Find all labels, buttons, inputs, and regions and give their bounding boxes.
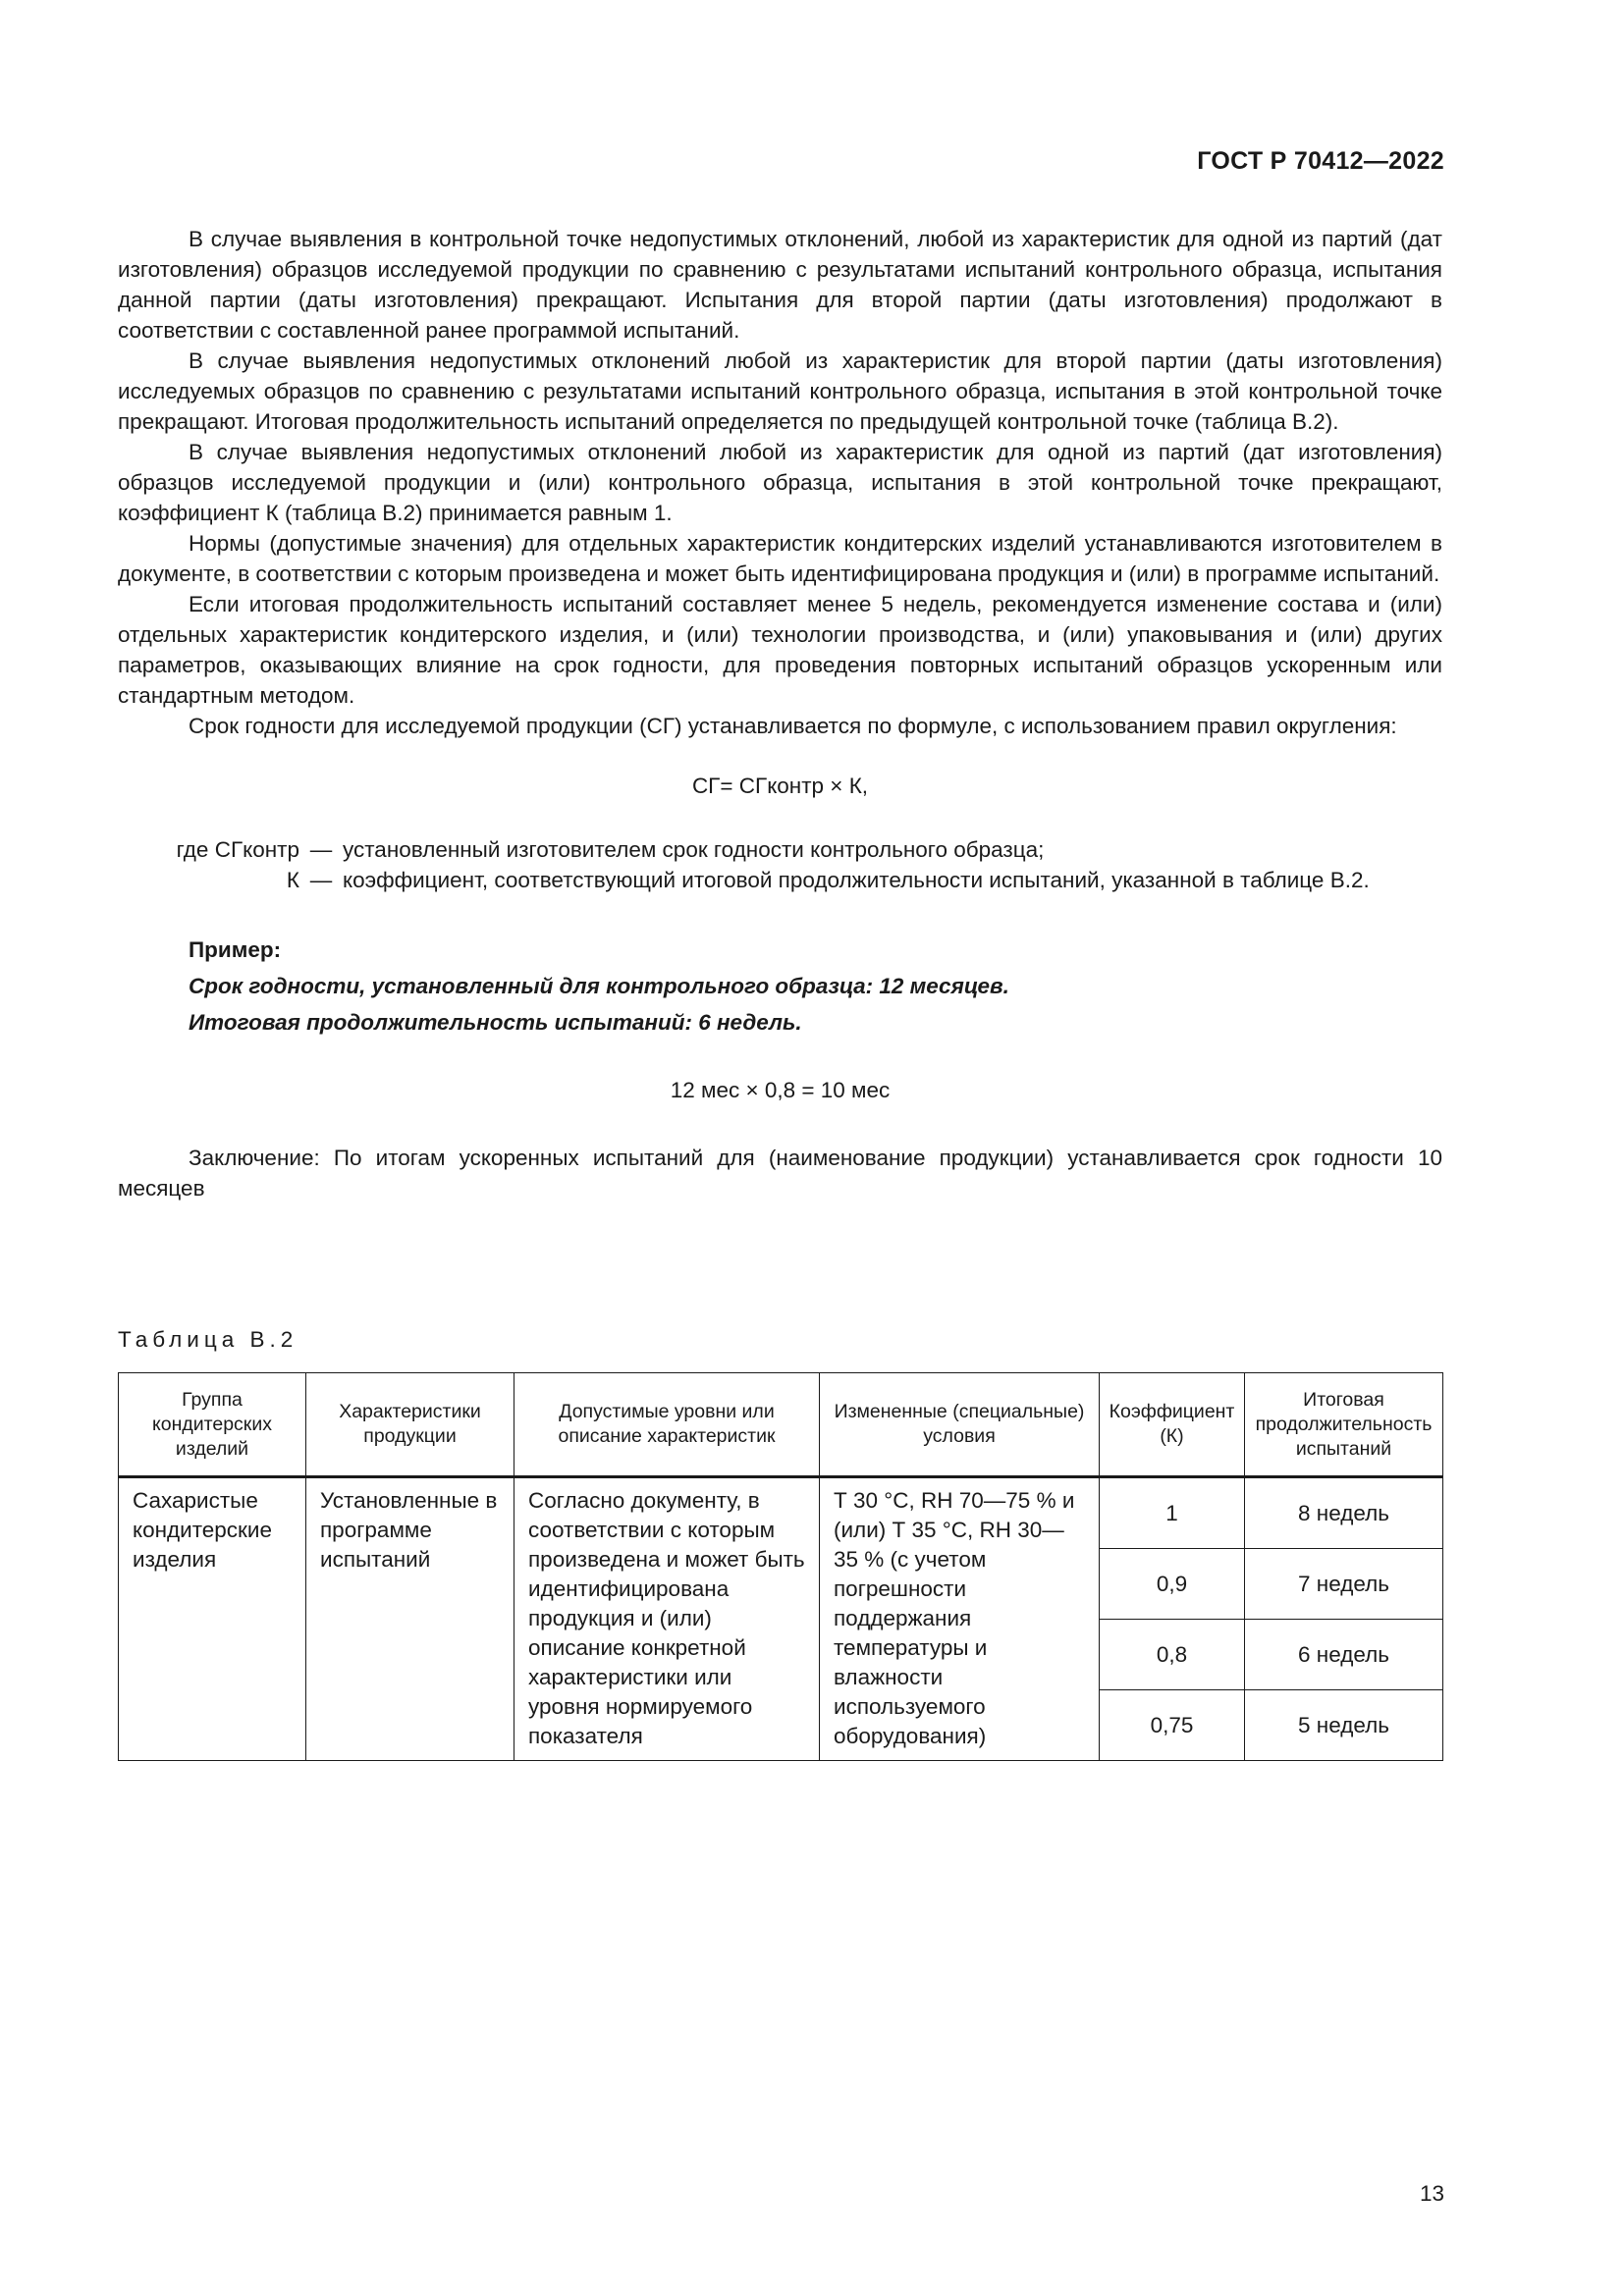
duration-cell: 7 недель (1245, 1549, 1443, 1620)
formula-legend (118, 834, 1442, 895)
characteristics-cell: Установленные в программе испытаний (306, 1477, 514, 1761)
column-header: Допустимые уровни или описание характеристик (514, 1373, 820, 1477)
group-cell: Сахаристые кондитерские изделия (119, 1477, 306, 1761)
formula: СГ= СГконтр × К, (691, 774, 869, 798)
example-line: Срок годности, установленный для контрольного образца: 12 месяцев. (189, 974, 1009, 998)
column-header: Коэффициент (К) (1100, 1373, 1245, 1477)
body-text (118, 224, 1442, 1203)
example-calculation: 12 мес × 0,8 = 10 мес (670, 1078, 891, 1102)
legend-row (118, 834, 1442, 865)
paragraph: Нормы (допустимые значения) для отдельных характеристик кондитерских изделий устанавливаются изготовителем в документе, в соответствии с которым произведена и может быть идентифицирована продукция и (или) в программе испытаний. (118, 531, 1442, 586)
coefficient-cell: 0,8 (1100, 1620, 1245, 1690)
table-caption: Таблица В.2 (118, 1327, 298, 1352)
legend-dash: — (309, 837, 333, 862)
paragraph: В случае выявления недопустимых отклонений любой из характеристик для второй партии (даты изготовления) исследуемых образцов по сравнению с результатами испытаний контрольного образца, испытания в этой контрольной точке прекращают. Итоговая продолжительность испытаний определяется по предыдущей контрольной точке (таблица В.2). (118, 348, 1442, 434)
legend-definition: коэффициент, соответствующий итоговой продолжительности испытаний, указанной в таблице В.2. (343, 868, 1370, 892)
coefficient-cell: 0,9 (1100, 1549, 1245, 1620)
levels-cell: Согласно документу, в соответствии с которым произведена и может быть идентифицирована продукция и (или) описание конкретной характеристики или уровня нормируемого показателя (514, 1477, 820, 1761)
duration-cell: 6 недель (1245, 1620, 1443, 1690)
table-row (119, 1477, 1443, 1549)
page-number: 13 (1419, 2181, 1444, 2206)
coefficient-cell: 1 (1100, 1477, 1245, 1549)
legend-definition: установленный изготовителем срок годности контрольного образца; (343, 837, 1045, 862)
legend-row (118, 865, 1442, 895)
column-header: Итоговая продолжительность испытаний (1245, 1373, 1443, 1477)
coefficient-cell: 0,75 (1100, 1690, 1245, 1761)
duration-cell: 5 недель (1245, 1690, 1443, 1761)
example-conclusion: Заключение: По итогам ускоренных испытаний для (наименование продукции) устанавливается срок годности 10 месяцев (118, 1146, 1442, 1201)
coefficient-table (118, 1372, 1443, 1761)
conditions-cell: Т 30 °С, RH 70—75 % и (или) Т 35 °С, RH 30—35 % (с учетом погрешности поддержания температуры и влажности используемого оборудования) (820, 1477, 1100, 1761)
legend-term: К (286, 868, 299, 892)
paragraph: Если итоговая продолжительность испытаний составляет менее 5 недель, рекомендуется изменение состава и (или) отдельных характеристик кондитерского изделия, и (или) технологии производства, и (или) упаковывания и (или) других параметров, оказывающих влияние на срок годности, для проведения повторных испытаний образцов ускоренным или стандартным методом. (118, 592, 1442, 708)
table-header-row (119, 1373, 1443, 1477)
example-heading: Пример: (189, 937, 282, 962)
paragraph: Срок годности для исследуемой продукции (СГ) устанавливается по формуле, с использованием правил округления: (189, 714, 1397, 738)
legend-dash: — (309, 868, 333, 892)
paragraph: В случае выявления недопустимых отклонений любой из характеристик для одной из партий (дат изготовления) образцов исследуемой продукции и (или) контрольного образца, испытания в этой контрольной точке прекращают, коэффициент К (таблица В.2) принимается равным 1. (118, 440, 1442, 525)
column-header: Измененные (специальные) условия (820, 1373, 1100, 1477)
paragraph: В случае выявления в контрольной точке недопустимых отклонений, любой из характеристик для одной из партий (дат изготовления) образцов исследуемой продукции по сравнению с результатами испытаний контрольного образца, испытания данной партии (даты изготовления) прекращают. Испытания для второй партии (даты изготовления) продолжают в соответствии с составленной ранее программой испытаний. (118, 227, 1442, 343)
standard-header: ГОСТ Р 70412—2022 (1197, 147, 1444, 175)
column-header: Группа кондитерских изделий (119, 1373, 306, 1477)
legend-term: где СГконтр (176, 837, 299, 862)
example-line: Итоговая продолжительность испытаний: 6 недель. (189, 1010, 802, 1035)
duration-cell: 8 недель (1245, 1477, 1443, 1549)
column-header: Характеристики продукции (306, 1373, 514, 1477)
